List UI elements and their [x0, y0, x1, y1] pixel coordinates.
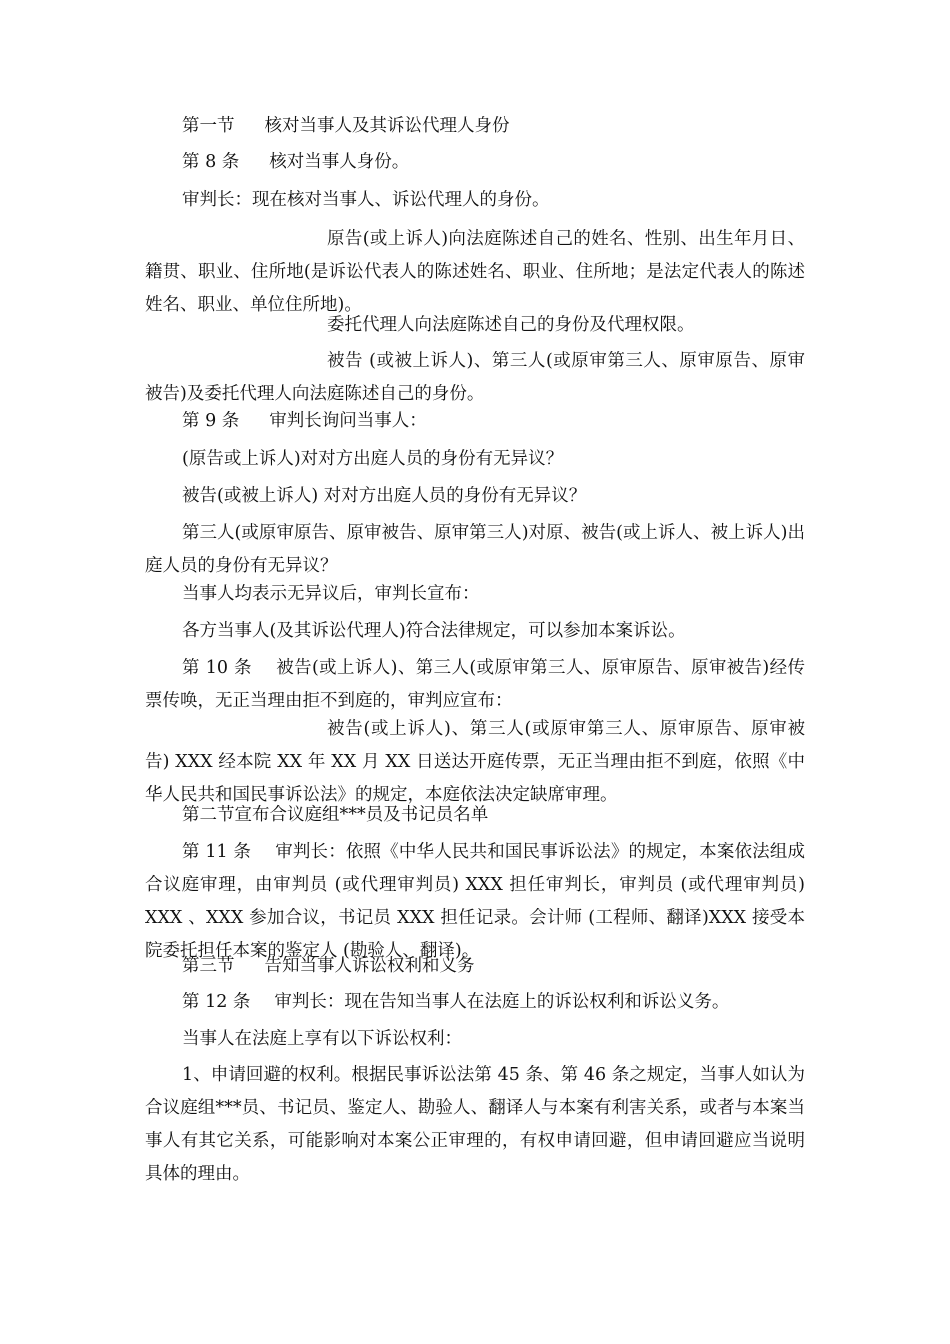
article-number: 第 11 条	[182, 842, 252, 862]
article-12	[145, 986, 805, 1019]
section-heading-2: 第二节宣布合议庭组***员及书记员名单	[182, 805, 489, 825]
paragraph: 当事人在法庭上享有以下诉讼权利：	[182, 1029, 462, 1049]
section-number: 第一节	[182, 116, 235, 136]
paragraph: 被告 (或被上诉人)、第三人(或原审第三人、原审原告、原审被告)及委托代理人向法庭陈述自己的身份。	[145, 351, 805, 404]
paragraph: 被告(或被上诉人) 对对方出庭人员的身份有无异议？	[182, 486, 587, 506]
article-11	[145, 836, 805, 968]
article-8	[145, 146, 805, 179]
paragraph: 委托代理人向法庭陈述自己的身份及代理权限。	[327, 315, 695, 335]
section-heading-1	[145, 110, 805, 143]
article-text: 审判长：依照《中华人民共和国民事诉讼法》的规定，本案依法组成合议庭审理，由审判员 (或代理审判员) XXX 担任审判长，审判员 (或代理审判员) XXX 、XXX 参加合议，书记员 XXX 担任记录。会计师 (工程师、翻译)XXX 接受本院委托担任本案的鉴定人 (勘验人、翻译)。	[145, 842, 805, 961]
paragraph: 各方当事人(及其诉讼代理人)符合法律规定，可以参加本案诉讼。	[182, 621, 686, 641]
article-10	[145, 652, 805, 718]
section-title: 告知当事人诉讼权利和义务	[264, 956, 475, 976]
article-text: 审判长询问当事人：	[269, 411, 427, 431]
article-number: 第 9 条	[182, 411, 240, 431]
article-9	[145, 405, 805, 438]
article-text: 被告(或上诉人)、第三人(或原审第三人、原审原告、原审被告)经传票传唤，无正当理由拒不到庭的，审判应宣布：	[145, 658, 805, 711]
article-number: 第 8 条	[182, 152, 240, 172]
article-number: 第 10 条	[182, 658, 252, 678]
paragraph: 审判长：现在核对当事人、诉讼代理人的身份。	[182, 190, 550, 210]
paragraph: 当事人均表示无异议后，审判长宣布：	[182, 584, 480, 604]
paragraph: 被告(或上诉人)、第三人(或原审第三人、原审原告、原审被告) XXX 经本院 XX 年 XX 月 XX 日送达开庭传票，无正当理由拒不到庭，依照《中华人民共和国民事诉讼法》的规定，本庭依法决定缺席审理。	[145, 719, 805, 805]
paragraph: (原告或上诉人)对对方出庭人员的身份有无异议？	[182, 449, 564, 469]
paragraph: 1、申请回避的权利。根据民事诉讼法第 45 条、第 46 条之规定，当事人如认为合议庭组***员、书记员、鉴定人、勘验人、翻译人与本案有利害关系，或者与本案当事人有其它关系，可能影响对本案公正审理的，有权申请回避，但申请回避应当说明具体的理由。	[145, 1065, 805, 1184]
article-text: 核对当事人身份。	[269, 152, 410, 172]
section-title: 核对当事人及其诉讼代理人身份	[264, 116, 510, 136]
paragraph: 第三人(或原审原告、原审被告、原审第三人)对原、被告(或上诉人、被上诉人)出庭人员的身份有无异议？	[145, 523, 805, 576]
paragraph: 原告(或上诉人)向法庭陈述自己的姓名、性别、出生年月日、籍贯、职业、住所地(是诉讼代表人的陈述姓名、职业、住所地；是法定代表人的陈述姓名、职业、单位住所地)。	[145, 229, 805, 315]
article-number: 第 12 条	[182, 992, 251, 1012]
section-heading-3	[145, 950, 805, 983]
section-number: 第三节	[182, 956, 235, 976]
article-text: 审判长：现在告知当事人在法庭上的诉讼权利和诉讼义务。	[274, 992, 730, 1012]
